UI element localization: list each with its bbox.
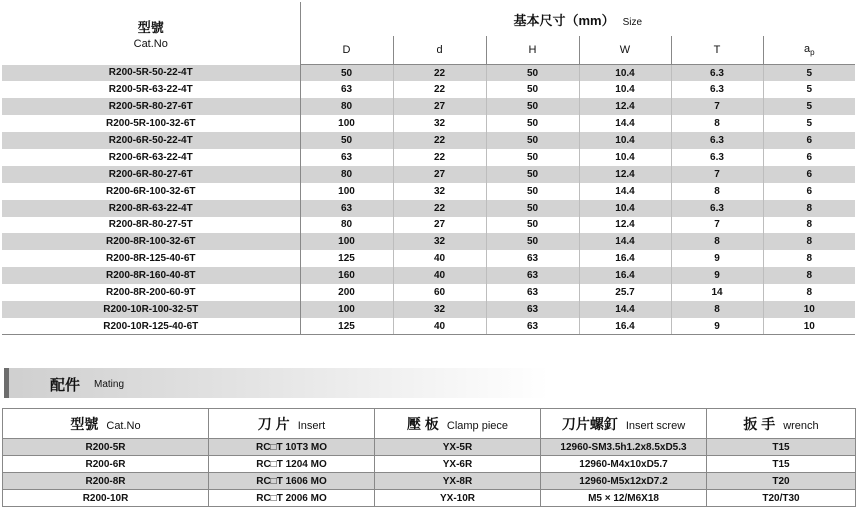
section-accent-bar xyxy=(4,368,9,398)
value-cell: 8 xyxy=(763,267,855,284)
value-cell: 50 xyxy=(486,217,579,234)
value-cell: 16.4 xyxy=(579,250,671,267)
column-header-D: D xyxy=(300,36,393,65)
section-title-zh: 配件 xyxy=(50,377,81,394)
table-row xyxy=(2,250,855,267)
value-cell: 200 xyxy=(300,284,393,301)
mating-table-body xyxy=(3,439,856,507)
mating-table xyxy=(2,408,856,507)
value-cell: 100 xyxy=(300,183,393,200)
dimension-table-body xyxy=(2,65,855,335)
value-cell: 63 xyxy=(486,301,579,318)
table-row xyxy=(2,233,855,250)
value-cell: 100 xyxy=(300,301,393,318)
size-header xyxy=(300,2,855,36)
value-cell: 8 xyxy=(671,301,763,318)
cat-no-cell: R200-8R-200-60-9T xyxy=(2,284,300,301)
mating-header-zh: 刀 片 xyxy=(257,415,290,432)
cat-no-cell: R200-5R-100-32-6T xyxy=(2,115,300,132)
mating-cell: RC□T 2006 MO xyxy=(209,490,375,507)
value-cell: 9 xyxy=(671,267,763,284)
value-cell: 40 xyxy=(393,250,486,267)
value-cell: 16.4 xyxy=(579,267,671,284)
size-header-zh: 基本尺寸（mm） xyxy=(513,12,615,28)
value-cell: 50 xyxy=(486,115,579,132)
cat-no-cell: R200-5R-80-27-6T xyxy=(2,98,300,115)
ap-sub: p xyxy=(810,48,815,58)
mating-header-zh: 扳 手 xyxy=(743,415,776,432)
mating-header xyxy=(707,409,856,439)
mating-cell: 12960-SM3.5h1.2x8.5xD5.3 xyxy=(541,439,707,456)
value-cell: 80 xyxy=(300,98,393,115)
mating-header xyxy=(375,409,541,439)
value-cell: 5 xyxy=(806,84,813,96)
table-row xyxy=(2,166,855,183)
value-cell: 63 xyxy=(486,318,579,335)
cat-no-cell: R200-8R-80-27-5T xyxy=(2,217,300,234)
value-cell: 12.4 xyxy=(579,217,671,234)
value-cell: 6.3 xyxy=(671,132,763,149)
value-cell: 40 xyxy=(393,267,486,284)
cat-no-cell: R200-6R-100-32-6T xyxy=(2,183,300,200)
value-cell: 10 xyxy=(763,301,855,318)
value-cell: 100 xyxy=(300,233,393,250)
cat-no-cell: R200-8R-100-32-6T xyxy=(2,233,300,250)
value-cell: 50 xyxy=(486,183,579,200)
value-cell: 5 xyxy=(806,118,813,130)
value-cell: 63 xyxy=(486,250,579,267)
value-cell: 50 xyxy=(486,65,579,82)
mating-cell: 12960-M5x12xD7.2 xyxy=(541,473,707,490)
value-cell: 7 xyxy=(671,217,763,234)
cat-no-cell: R200-6R-50-22-4T xyxy=(2,132,300,149)
cat-no-cell: R200-10R-100-32-5T xyxy=(2,301,300,318)
value-cell: 7 xyxy=(671,98,763,115)
value-cell: 50 xyxy=(486,233,579,250)
value-cell: 10.4 xyxy=(579,149,671,166)
value-cell: 5 xyxy=(763,98,855,115)
mating-cell: T20/T30 xyxy=(707,490,856,507)
value-cell: 22 xyxy=(393,65,486,82)
mating-header-row xyxy=(3,409,856,439)
column-header-d: d xyxy=(393,36,486,65)
section-title-en: Mating xyxy=(94,379,125,390)
mating-section-header xyxy=(4,368,549,398)
mating-cell: T15 xyxy=(707,439,856,456)
mating-cell: YX-5R xyxy=(375,439,541,456)
mating-header xyxy=(3,409,209,439)
mating-cell: RC□T 1204 MO xyxy=(209,456,375,473)
table-row xyxy=(2,183,855,200)
value-cell: 6.3 xyxy=(671,65,763,82)
mating-header-zh: 壓 板 xyxy=(406,415,439,432)
value-cell: 125 xyxy=(300,250,393,267)
mating-header xyxy=(541,409,707,439)
value-cell: 8 xyxy=(806,253,813,265)
table-row xyxy=(2,301,855,318)
value-cell: 27 xyxy=(393,98,486,115)
value-cell: 22 xyxy=(393,149,486,166)
table-row xyxy=(2,284,855,301)
model-header xyxy=(2,2,300,65)
value-cell: 63 xyxy=(300,81,393,98)
table-row xyxy=(3,473,856,490)
value-cell: 160 xyxy=(300,267,393,284)
mating-cell: R200-8R xyxy=(3,473,209,490)
table-row xyxy=(2,81,855,98)
mating-header-zh: 型號 xyxy=(70,415,99,432)
size-header-en: Size xyxy=(622,16,643,28)
value-cell: 22 xyxy=(393,132,486,149)
value-cell: 10 xyxy=(763,318,855,335)
value-cell: 63 xyxy=(486,284,579,301)
value-cell: 10.4 xyxy=(579,81,671,98)
mating-cell: R200-6R xyxy=(3,456,209,473)
value-cell: 40 xyxy=(393,318,486,335)
value-cell: 12.4 xyxy=(579,166,671,183)
mating-cell: YX-10R xyxy=(375,490,541,507)
value-cell: 25.7 xyxy=(579,284,671,301)
value-cell: 8 xyxy=(671,183,763,200)
mating-cell: T15 xyxy=(707,456,856,473)
value-cell: 63 xyxy=(300,149,393,166)
value-cell: 6 xyxy=(806,151,813,163)
column-header-W: W xyxy=(579,36,671,65)
table-row xyxy=(3,490,856,507)
value-cell: 32 xyxy=(393,233,486,250)
value-cell: 32 xyxy=(393,183,486,200)
mating-header-zh: 刀片螺釘 xyxy=(561,415,618,432)
value-cell: 8 xyxy=(671,115,763,132)
mating-cell: M5 × 12/M6X18 xyxy=(541,490,707,507)
value-cell: 63 xyxy=(300,200,393,217)
cat-no-cell: R200-5R-63-22-4T xyxy=(2,81,300,98)
mating-cell: R200-10R xyxy=(3,490,209,507)
cat-no-cell: R200-6R-80-27-6T xyxy=(2,166,300,183)
value-cell: 32 xyxy=(393,115,486,132)
mating-header-en: Clamp piece xyxy=(446,419,509,432)
value-cell: 14.4 xyxy=(579,183,671,200)
value-cell: 12.4 xyxy=(579,98,671,115)
value-cell: 8 xyxy=(806,287,813,299)
value-cell: 50 xyxy=(486,149,579,166)
model-header-en: Cat.No xyxy=(133,37,168,50)
column-header-T: T xyxy=(671,36,763,65)
model-header-zh: 型號 xyxy=(137,19,164,35)
value-cell: 32 xyxy=(393,301,486,318)
value-cell: 80 xyxy=(300,217,393,234)
value-cell: 8 xyxy=(763,233,855,250)
mating-header xyxy=(209,409,375,439)
value-cell: 6.3 xyxy=(671,200,763,217)
cat-no-cell: R200-6R-63-22-4T xyxy=(2,149,300,166)
value-cell: 6 xyxy=(763,166,855,183)
value-cell: 8 xyxy=(806,219,813,231)
value-cell: 16.4 xyxy=(579,318,671,335)
table-row xyxy=(2,217,855,234)
mating-cell: RC□T 1606 MO xyxy=(209,473,375,490)
value-cell: 100 xyxy=(300,115,393,132)
value-cell: 8 xyxy=(763,200,855,217)
value-cell: 8 xyxy=(671,233,763,250)
table-row xyxy=(2,267,855,284)
value-cell: 10.4 xyxy=(579,65,671,82)
value-cell: 27 xyxy=(393,166,486,183)
column-header-ap xyxy=(763,36,855,65)
mating-cell: T20 xyxy=(707,473,856,490)
value-cell: 7 xyxy=(671,166,763,183)
value-cell: 63 xyxy=(486,267,579,284)
value-cell: 10.4 xyxy=(579,200,671,217)
value-cell: 14.4 xyxy=(579,115,671,132)
value-cell: 14 xyxy=(671,284,763,301)
cat-no-cell: R200-8R-160-40-8T xyxy=(2,267,300,284)
value-cell: 80 xyxy=(300,166,393,183)
value-cell: 22 xyxy=(393,81,486,98)
value-cell: 22 xyxy=(393,200,486,217)
table-row xyxy=(3,439,856,456)
value-cell: 6 xyxy=(806,185,813,197)
table-row xyxy=(2,318,855,335)
mating-header-en: Insert xyxy=(297,419,326,432)
cat-no-cell: R200-8R-125-40-6T xyxy=(2,250,300,267)
value-cell: 50 xyxy=(486,98,579,115)
table-row xyxy=(2,132,855,149)
value-cell: 50 xyxy=(486,132,579,149)
value-cell: 14.4 xyxy=(579,301,671,318)
mating-header-en: Cat.No xyxy=(106,419,141,432)
value-cell: 14.4 xyxy=(579,233,671,250)
table-row xyxy=(2,200,855,217)
value-cell: 5 xyxy=(763,65,855,82)
value-cell: 9 xyxy=(671,318,763,335)
mating-header-en: wrench xyxy=(783,419,819,432)
mating-cell: R200-5R xyxy=(3,439,209,456)
value-cell: 9 xyxy=(671,250,763,267)
column-header-H: H xyxy=(486,36,579,65)
value-cell: 50 xyxy=(486,200,579,217)
value-cell: 125 xyxy=(300,318,393,335)
ap-main: a xyxy=(804,42,811,55)
value-cell: 10.4 xyxy=(579,132,671,149)
mating-cell: YX-6R xyxy=(375,456,541,473)
value-cell: 27 xyxy=(393,217,486,234)
value-cell: 6.3 xyxy=(671,149,763,166)
mating-cell: 12960-M4x10xD5.7 xyxy=(541,456,707,473)
table-row xyxy=(2,98,855,115)
table-row xyxy=(2,149,855,166)
mating-cell: YX-8R xyxy=(375,473,541,490)
dimension-table xyxy=(2,2,855,335)
value-cell: 60 xyxy=(393,284,486,301)
table-row xyxy=(3,456,856,473)
value-cell: 50 xyxy=(300,65,393,82)
value-cell: 50 xyxy=(300,132,393,149)
value-cell: 50 xyxy=(486,81,579,98)
cat-no-cell: R200-8R-63-22-4T xyxy=(2,200,300,217)
value-cell: 50 xyxy=(486,166,579,183)
value-cell: 6.3 xyxy=(671,81,763,98)
mating-header-en: Insert screw xyxy=(625,419,686,432)
cat-no-cell: R200-5R-50-22-4T xyxy=(2,65,300,82)
mating-cell: RC□T 10T3 MO xyxy=(209,439,375,456)
cat-no-cell: R200-10R-125-40-6T xyxy=(2,318,300,335)
table-row xyxy=(2,115,855,132)
value-cell: 6 xyxy=(763,132,855,149)
table-row xyxy=(2,65,855,82)
